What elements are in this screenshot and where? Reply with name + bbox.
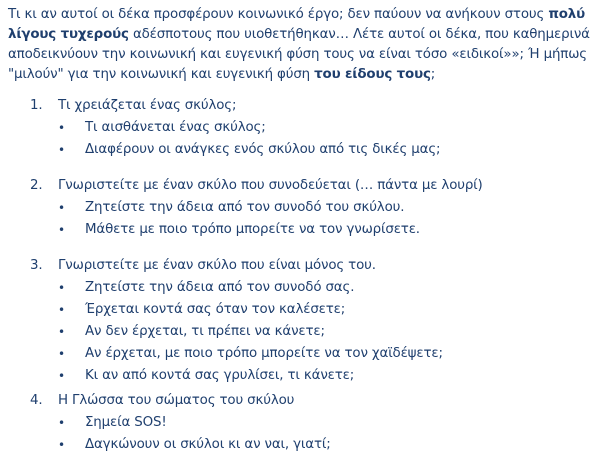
intro-bold-text: του είδους τους xyxy=(314,67,431,82)
list-item-text: Ζητείστε την άδεια από τον συνοδό σας. xyxy=(85,280,355,295)
list-section-1 xyxy=(30,95,600,161)
list-item-text: Διαφέρουν οι ανάγκες ενός σκύλου από τις δικές μας; xyxy=(85,142,441,157)
list-item-text: Έρχεται κοντά σας όταν τον καλέσετε; xyxy=(85,302,346,317)
list-number: 2. xyxy=(30,178,43,193)
list-item xyxy=(30,117,600,139)
list-item-text: Κι αν από κοντά σας γρυλίσει, τι κάνετε; xyxy=(85,368,355,383)
intro-line-2 xyxy=(8,25,600,45)
bullet-icon: • xyxy=(58,143,65,157)
intro-paragraph xyxy=(8,5,600,85)
list-item xyxy=(30,277,600,299)
section-heading: Η Γλώσσα του σώματος του σκύλου xyxy=(58,393,295,408)
list-item-text: Σημεία SOS! xyxy=(85,415,167,430)
list-number: 4. xyxy=(30,393,43,408)
bullet-icon: • xyxy=(58,201,65,215)
section-heading: Τι χρειάζεται ένας σκύλος; xyxy=(58,98,237,113)
bullet-icon: • xyxy=(58,121,65,135)
list-section-3 xyxy=(30,255,600,387)
bullet-icon: • xyxy=(58,347,65,361)
bullet-icon: • xyxy=(58,303,65,317)
intro-line-4 xyxy=(8,65,600,85)
list-item xyxy=(30,434,600,456)
section-heading-row xyxy=(30,390,600,412)
list-item xyxy=(30,139,600,161)
bullet-icon: • xyxy=(58,416,65,430)
list-item xyxy=(30,365,600,387)
intro-text: ; xyxy=(430,67,436,82)
list-item-text: Μάθετε με ποιο τρόπο μπορείτε να τον γνωρίσετε. xyxy=(85,222,420,237)
intro-text: αποδεικνύουν την κοινωνική και ευγενική φύση τους να είναι τόσο «ειδικοί»»; Ή μήπως xyxy=(8,47,587,62)
section-heading: Γνωριστείτε με έναν σκύλο που συνοδεύεται (… πάντα με λουρί) xyxy=(58,178,483,193)
intro-text: "μιλούν" για την κοινωνική και ευγενική φύση xyxy=(8,67,315,82)
intro-bold-text: λίγους τυχερούς xyxy=(8,27,129,42)
bullet-icon: • xyxy=(58,438,65,452)
bullet-icon: • xyxy=(58,281,65,295)
bullet-icon: • xyxy=(58,369,65,383)
list-item xyxy=(30,343,600,365)
intro-line-1 xyxy=(8,5,600,25)
intro-text: αδέσποτους που υιοθετήθηκαν… Λέτε αυτοί οι δέκα, που καθημερινά xyxy=(128,27,590,42)
list-item xyxy=(30,321,600,343)
list-section-4 xyxy=(30,390,600,456)
list-item-text: Τι αισθάνεται ένας σκύλος; xyxy=(85,120,266,135)
bullet-icon: • xyxy=(58,325,65,339)
list-item-text: Αν δεν έρχεται, τι πρέπει να κάνετε; xyxy=(85,324,325,339)
list-item-text: Δαγκώνουν οι σκύλοι κι αν ναι, γιατί; xyxy=(85,437,331,452)
list-item-text: Αν έρχεται, με ποιο τρόπο μπορείτε να τον χαϊδέψετε; xyxy=(85,346,443,361)
section-heading-row xyxy=(30,255,600,277)
intro-text: Τι κι αν αυτοί οι δέκα προσφέρουν κοινωνικό έργο; δεν παύουν να ανήκουν στους xyxy=(8,7,549,22)
list-section-2 xyxy=(30,175,600,241)
list-item xyxy=(30,219,600,241)
bullet-icon: • xyxy=(58,223,65,237)
list-item-text: Ζητείστε την άδεια από τον συνοδό του σκύλου. xyxy=(85,200,405,215)
section-heading-row xyxy=(30,175,600,197)
list-item xyxy=(30,197,600,219)
list-number: 3. xyxy=(30,258,43,273)
list-number: 1. xyxy=(30,98,43,113)
intro-bold-text: πολύ xyxy=(548,7,586,22)
list-item xyxy=(30,299,600,321)
list-item xyxy=(30,412,600,434)
section-heading-row xyxy=(30,95,600,117)
intro-line-3 xyxy=(8,45,600,65)
section-heading: Γνωριστείτε με έναν σκύλο που είναι μόνος του. xyxy=(58,258,376,273)
